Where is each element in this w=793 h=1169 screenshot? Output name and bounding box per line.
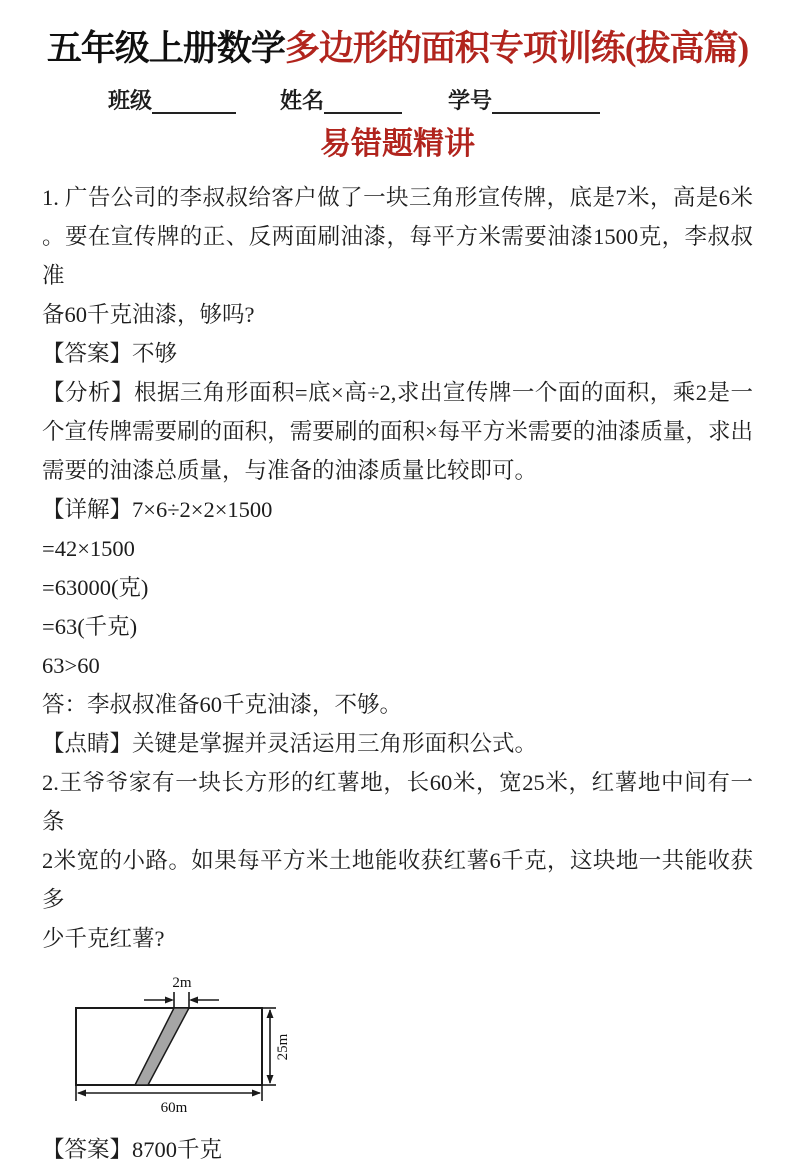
problem-1-analysis-line-2: 个宣传牌需要刷的面积，需要刷的面积×每平方米需要的油漆质量，求出: [42, 419, 753, 444]
path-width-arrowhead-right: [189, 997, 198, 1004]
name-blank-line: [324, 88, 402, 114]
worksheet-body: [42, 178, 753, 1169]
student-info-row: [42, 88, 753, 114]
path-width-arrowhead-left: [165, 997, 174, 1004]
problem-1-solution-line-3: =63000(克): [42, 575, 149, 600]
problem-1-solution-line-1: 【详解】7×6÷2×2×1500: [42, 497, 273, 522]
class-blank-line: [152, 88, 236, 114]
class-label: 班级: [108, 88, 153, 113]
student-id-field: [448, 88, 600, 114]
problem-1-text-line-3: 备60千克油漆，够吗?: [42, 302, 255, 327]
problem-1-solution-line-5: 63>60: [42, 653, 100, 678]
height-arrowhead-top: [267, 1009, 274, 1018]
length-arrowhead-left: [77, 1090, 86, 1097]
problem-1-text-line-2: 。要在宣传牌的正、反两面刷油漆，每平方米需要油漆1500克，李叔叔准: [42, 224, 753, 288]
page-title-black: 五年级上册数学: [46, 29, 285, 68]
page-title-red: 多边形的面积专项训练(拔高篇): [284, 29, 749, 68]
problem-1-tip: 【点睛】关键是掌握并灵活运用三角形面积公式。: [42, 731, 538, 756]
path-width-label: 2m: [172, 975, 192, 991]
student-id-blank-line: [492, 88, 600, 114]
problem-2-text-line-2: 2米宽的小路。如果每平方米土地能收获红薯6千克，这块地一共能收获多: [42, 848, 753, 912]
section-heading: 易错题精讲: [320, 126, 475, 161]
problem-1-solution-line-2: =42×1500: [42, 536, 135, 561]
student-id-label: 学号: [448, 88, 493, 113]
page-title: [42, 26, 753, 72]
problem-1-analysis-line-1: 【分析】根据三角形面积=底×高÷2,求出宣传牌一个面的面积，乘2是一: [42, 380, 753, 405]
length-label: 60m: [160, 1100, 188, 1116]
problem-1-text-line-1: 1. 广告公司的李叔叔给客户做了一块三角形宣传牌，底是7米，高是6米: [42, 185, 753, 210]
class-field: [108, 88, 236, 114]
field-diagram: [56, 970, 296, 1122]
problem-1-answer: 【答案】不够: [42, 341, 178, 366]
problem-1-conclusion: 答：李叔叔准备60千克油漆，不够。: [42, 692, 403, 717]
height-arrowhead-bottom: [267, 1075, 274, 1084]
length-arrowhead-right: [252, 1090, 261, 1097]
name-label: 姓名: [280, 88, 325, 113]
problem-2-text-line-1: 2.王爷爷家有一块长方形的红薯地，长60米，宽25米，红薯地中间有一条: [42, 770, 753, 834]
problem-2-text-line-3: 少千克红薯?: [42, 926, 165, 951]
height-label: 25m: [275, 1033, 291, 1061]
problem-2-answer: 【答案】8700千克: [42, 1137, 223, 1162]
problem-1-analysis-line-3: 需要的油漆总质量，与准备的油漆质量比较即可。: [42, 458, 538, 483]
name-field: [280, 88, 402, 114]
problem-1-solution-line-4: =63(千克): [42, 614, 138, 639]
